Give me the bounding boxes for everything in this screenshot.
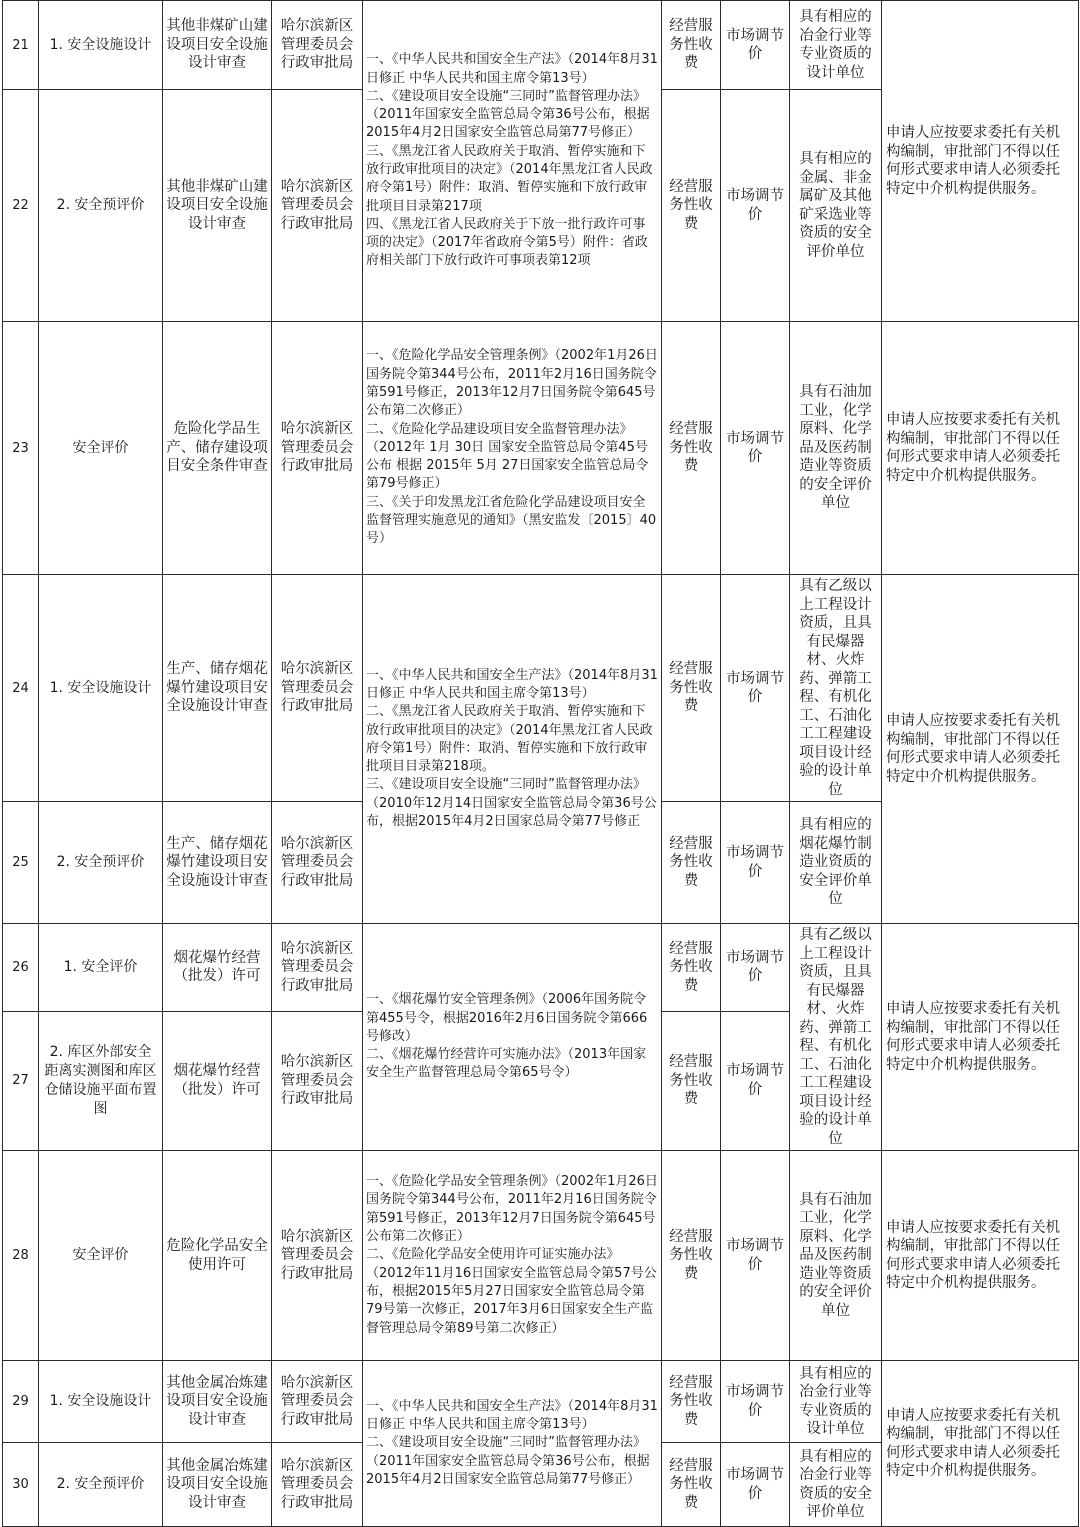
fee-type: 经营服务性收费	[662, 1443, 721, 1527]
row-number: 23	[3, 322, 39, 575]
fee-type: 经营服务性收费	[662, 322, 721, 575]
legal-basis: 一、《中华人民共和国安全生产法》（2014年8月31日修正 中华人民共和国主席令第13号） 二、《建设项目安全设施“三同时”监督管理办法》（2011年国家安全监管总局令第36号公布，根据2015年4月2日国家安全监管总局第77号修正）	[363, 1361, 662, 1527]
legal-basis: 一、《危险化学品安全管理条例》（2002年1月26日国务院令第344号公布，2011年2月16日国务院令第591号修正，2013年12月7日国务院令第645号公布第二次修正） 二、《危险化学品建设项目安全监督管理办法》（2012年 1月 30日 国家安全监管总局令第45号公布 根据 2015年 5月 27日国家安全监管总局令第79号修正） 三、《关于印发黑龙江省危险化学品建设项目安全监督管理实施意见的通知》（黑安监发〔2015〕40号）	[363, 322, 662, 575]
remarks: 申请人应按要求委托有关机构编制，审批部门不得以任何形式要求申请人必须委托特定中介机构提供服务。	[882, 1151, 1079, 1361]
service-agency: 具有乙级以上工程设计资质，且具有民爆器材、火炸药、弹箭工程、有机化工、石油化工工程建设项目设计经验的设计单位	[790, 924, 882, 1151]
table-row	[3, 1361, 1079, 1443]
fee-type: 经营服务性收费	[662, 1, 721, 90]
pricing-method: 市场调节价	[721, 322, 790, 575]
service-agency: 具有相应的烟花爆竹制造业资质的安全评价单位	[790, 802, 882, 924]
pricing-method: 市场调节价	[721, 1, 790, 90]
approval-department: 哈尔滨新区管理委员会行政审批局	[272, 1151, 363, 1361]
approval-item: 危险化学品安全使用许可	[163, 1151, 272, 1361]
fee-type: 经营服务性收费	[662, 575, 721, 802]
row-number: 28	[3, 1151, 39, 1361]
table-row	[3, 575, 1079, 802]
approval-item: 烟花爆竹经营（批发）许可	[163, 924, 272, 1012]
approval-item: 生产、储存烟花爆竹建设项目安全设施设计审查	[163, 802, 272, 924]
row-number: 26	[3, 924, 39, 1012]
row-number: 24	[3, 575, 39, 802]
table-row	[3, 924, 1079, 1012]
fee-type: 经营服务性收费	[662, 802, 721, 924]
pricing-method: 市场调节价	[721, 575, 790, 802]
row-number: 21	[3, 1, 39, 90]
row-number: 30	[3, 1443, 39, 1527]
row-number: 27	[3, 1011, 39, 1150]
approval-department: 哈尔滨新区管理委员会行政审批局	[272, 90, 363, 322]
legal-basis: 一、《烟花爆竹安全管理条例》（2006年国务院令第455号令，根据2016年2月6日国务院令第666号修改） 二、《烟花爆竹经营许可实施办法》（2013年国家安全生产监督管理总局令第65号令）	[363, 924, 662, 1151]
table-row	[3, 1151, 1079, 1361]
legal-basis: 一、《中华人民共和国安全生产法》（2014年8月31日修正 中华人民共和国主席令第13号） 二、《黑龙江省人民政府关于取消、暂停实施和下放行政审批项目的决定》（2014年黑龙江省人民政府令第1号）附件：取消、暂停实施和下放行政审批项目目录第218项。 三、《建设项目安全设施“三同时”监督管理办法》（2010年12月14日国家安全监管总局令第36号公布，根据2015年4月2日国家总局令第77号修正	[363, 575, 662, 924]
table-row	[3, 1, 1079, 90]
approval-item: 危险化学品生产、储存建设项目安全条件审查	[163, 322, 272, 575]
service-agency: 具有石油加工业，化学原料、化学品及医药制造业等资质的安全评价单位	[790, 1151, 882, 1361]
approval-item: 其他非煤矿山建设项目安全设施设计审查	[163, 90, 272, 322]
approval-department: 哈尔滨新区管理委员会行政审批局	[272, 924, 363, 1012]
service-item: 2. 库区外部安全距离实测图和库区仓储设施平面布置图	[39, 1011, 163, 1150]
service-agency: 具有乙级以上工程设计资质，且具有民爆器材、火炸药、弹箭工程、有机化工、石油化工工程建设项目设计经验的设计单位	[790, 575, 882, 802]
approval-item: 其他非煤矿山建设项目安全设施设计审查	[163, 1, 272, 90]
service-item: 2. 安全预评价	[39, 1443, 163, 1527]
approval-item: 烟花爆竹经营（批发）许可	[163, 1011, 272, 1150]
service-agency: 具有相应的金属、非金属矿及其他矿采选业等资质的安全评价单位	[790, 90, 882, 322]
service-item: 2. 安全预评价	[39, 802, 163, 924]
service-agency: 具有石油加工业，化学原料、化学品及医药制造业等资质的安全评价单位	[790, 322, 882, 575]
legal-basis: 一、《危险化学品安全管理条例》（2002年1月26日国务院令第344号公布，2011年2月16日国务院令第591号修正，2013年12月7日国务院令第645号公布第二次修正） 二、《危险化学品安全使用许可证实施办法》（2012年11月16日国家安全监管总局令第57号公布，根据2015年5月27日国家安全监管总局令第79号第一次修正，2017年3月6日国家安全生产监督管理总局令第89号第二次修正）	[363, 1151, 662, 1361]
pricing-method: 市场调节价	[721, 1011, 790, 1150]
pricing-method: 市场调节价	[721, 1443, 790, 1527]
fee-type: 经营服务性收费	[662, 90, 721, 322]
fee-type: 经营服务性收费	[662, 1011, 721, 1150]
approval-department: 哈尔滨新区管理委员会行政审批局	[272, 802, 363, 924]
remarks: 申请人应按要求委托有关机构编制，审批部门不得以任何形式要求申请人必须委托特定中介机构提供服务。	[882, 322, 1079, 575]
legal-basis: 一、《中华人民共和国安全生产法》（2014年8月31日修正 中华人民共和国主席令第13号） 二、《建设项目安全设施“三同时”监督管理办法》（2011年国家安全监管总局令第36号公布，根据2015年4月2日国家安全监管总局第77号修正） 三、《黑龙江省人民政府关于取消、暂停实施和下放行政审批项目的决定》（2014年黑龙江省人民政府令第1号）附件：取消、暂停实施和下放行政审批项目目录第217项 四、《黑龙江省人民政府关于下放一批行政许可事项的决定》（2017年省政府令第5号）附件：省政府相关部门下放行政许可事项表第12项	[363, 1, 662, 322]
approval-item: 生产、储存烟花爆竹建设项目安全设施设计审查	[163, 575, 272, 802]
remarks: 申请人应按要求委托有关机构编制，审批部门不得以任何形式要求申请人必须委托特定中介机构提供服务。	[882, 1, 1079, 322]
row-number: 22	[3, 90, 39, 322]
service-agency: 具有相应的冶金行业等资质的安全评价单位	[790, 1443, 882, 1527]
approval-department: 哈尔滨新区管理委员会行政审批局	[272, 575, 363, 802]
pricing-method: 市场调节价	[721, 90, 790, 322]
pricing-method: 市场调节价	[721, 1151, 790, 1361]
service-item: 1. 安全设施设计	[39, 1361, 163, 1443]
service-item: 1. 安全设施设计	[39, 1, 163, 90]
fee-type: 经营服务性收费	[662, 924, 721, 1012]
approval-department: 哈尔滨新区管理委员会行政审批局	[272, 1443, 363, 1527]
approval-department: 哈尔滨新区管理委员会行政审批局	[272, 322, 363, 575]
service-agency: 具有相应的冶金行业等专业资质的设计单位	[790, 1361, 882, 1443]
service-item: 1. 安全设施设计	[39, 575, 163, 802]
intermediary-services-table	[2, 0, 1079, 1527]
remarks: 申请人应按要求委托有关机构编制，审批部门不得以任何形式要求申请人必须委托特定中介机构提供服务。	[882, 924, 1079, 1151]
service-item: 2. 安全预评价	[39, 90, 163, 322]
remarks: 申请人应按要求委托有关机构编制，审批部门不得以任何形式要求申请人必须委托特定中介机构提供服务。	[882, 575, 1079, 924]
approval-item: 其他金属冶炼建设项目安全设施设计审查	[163, 1443, 272, 1527]
pricing-method: 市场调节价	[721, 802, 790, 924]
service-item: 1. 安全评价	[39, 924, 163, 1012]
service-item: 安全评价	[39, 1151, 163, 1361]
row-number: 29	[3, 1361, 39, 1443]
fee-type: 经营服务性收费	[662, 1151, 721, 1361]
remarks: 申请人应按要求委托有关机构编制，审批部门不得以任何形式要求申请人必须委托特定中介机构提供服务。	[882, 1361, 1079, 1527]
service-agency: 具有相应的冶金行业等专业资质的设计单位	[790, 1, 882, 90]
pricing-method: 市场调节价	[721, 1361, 790, 1443]
pricing-method: 市场调节价	[721, 924, 790, 1012]
row-number: 25	[3, 802, 39, 924]
approval-department: 哈尔滨新区管理委员会行政审批局	[272, 1, 363, 90]
approval-item: 其他金属冶炼建设项目安全设施设计审查	[163, 1361, 272, 1443]
approval-department: 哈尔滨新区管理委员会行政审批局	[272, 1361, 363, 1443]
approval-department: 哈尔滨新区管理委员会行政审批局	[272, 1011, 363, 1150]
service-item: 安全评价	[39, 322, 163, 575]
fee-type: 经营服务性收费	[662, 1361, 721, 1443]
table-row	[3, 322, 1079, 575]
